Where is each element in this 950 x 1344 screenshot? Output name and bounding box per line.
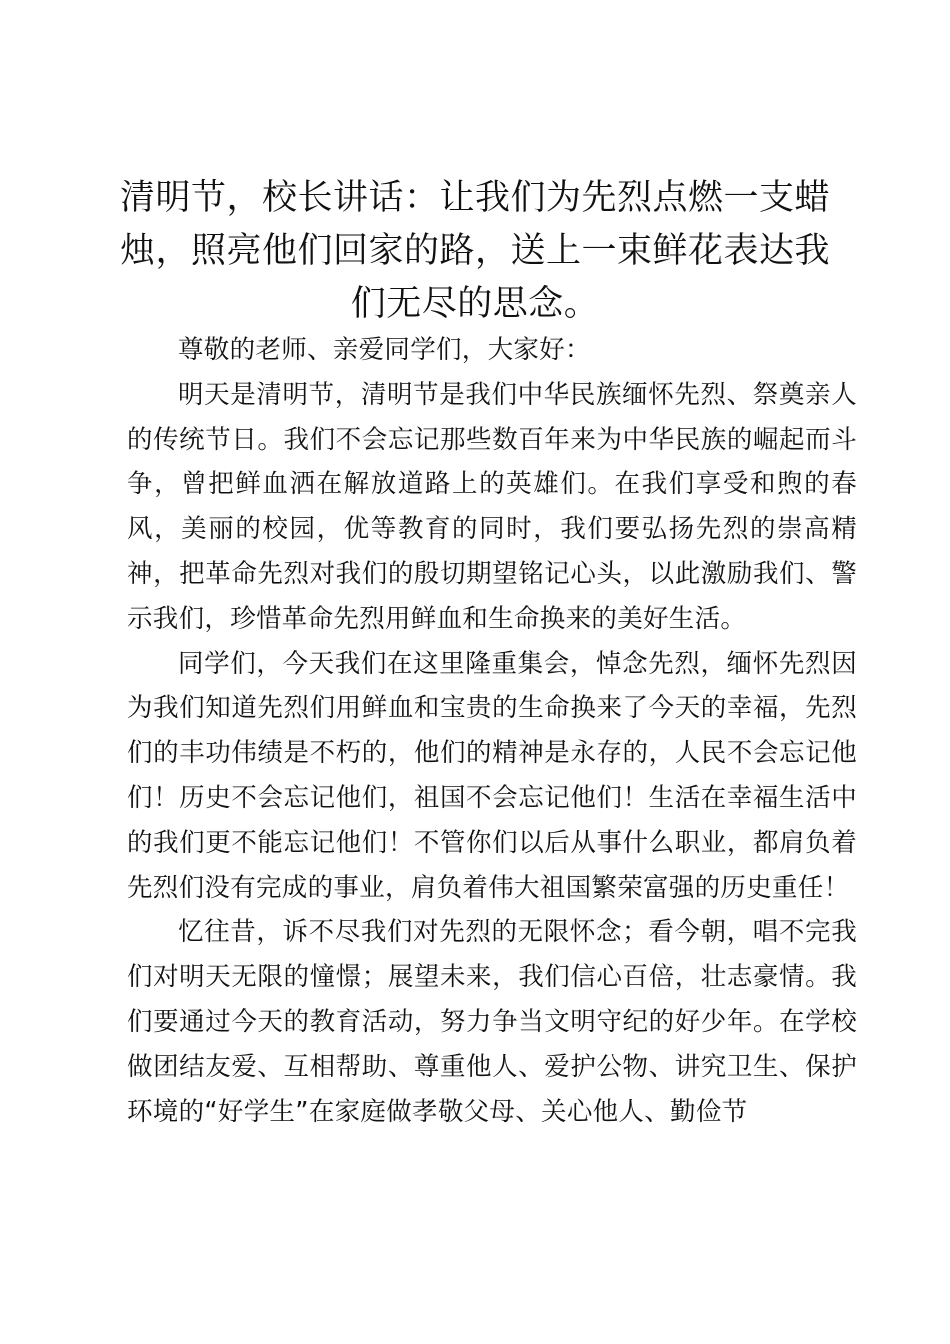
document-body	[127, 328, 857, 1134]
document-title: 清明节，校长讲话：让我们为先烈点燃一支蜡烛，照亮他们回家的路，送上一束鲜花表达我们无尽的思念。	[120, 178, 831, 324]
paragraph-2: 同学们，今天我们在这里隆重集会，悼念先烈，缅怀先烈因为我们知道先烈们用鲜血和宝贵的生命换来了今天的幸福，先烈们的丰功伟绩是不朽的，他们的精神是永存的，人民不会忘记他们！历史不会忘记他们，祖国不会忘记他们！生活在幸福生活中的我们更不能忘记他们！不管你们以后从事什么职业，都肩负着先烈们没有完成的事业，肩负着伟大祖国繁荣富强的历史重任！	[127, 648, 857, 903]
paragraph-3: 忆往昔，诉不尽我们对先烈的无限怀念；看今朝，唱不完我们对明天无限的憧憬；展望未来，我们信心百倍，壮志豪情。我们要通过今天的教育活动，努力争当文明守纪的好少年。在学校做团结友爱、互相帮助、尊重他人、爱护公物、讲究卫生、保护环境的“好学生”在家庭做孝敬父母、关心他人、勤俭节	[127, 917, 857, 1127]
paragraph-1: 明天是清明节，清明节是我们中华民族缅怀先烈、祭奠亲人的传统节日。我们不会忘记那些数百年来为中华民族的崛起而斗争，曾把鲜血洒在解放道路上的英雄们。在我们享受和煦的春风，美丽的校园，优等教育的同时，我们要弘扬先烈的崇高精神，把革命先烈对我们的殷切期望铭记心头，以此激励我们、警示我们，珍惜革命先烈用鲜血和生命换来的美好生活。	[127, 379, 857, 634]
paragraph-greeting: 尊敬的老师、亲爱同学们，大家好：	[178, 335, 591, 365]
